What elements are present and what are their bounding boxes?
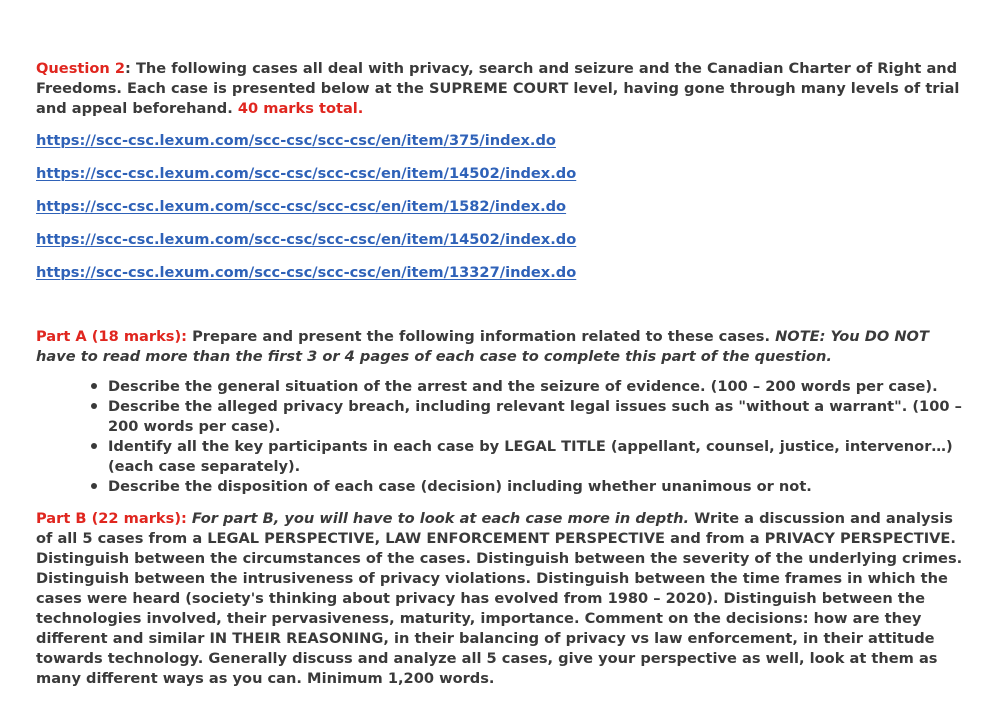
part-a-bullet-4: Describe the disposition of each case (decision) including whether unanimous or not.	[108, 477, 966, 497]
case-link-2[interactable]: https://scc-csc.lexum.com/scc-csc/scc-csc/en/item/14502/index.do	[36, 165, 577, 182]
part-b-label: Part B (22 marks):	[36, 510, 187, 527]
part-b-paragraph	[36, 509, 966, 689]
question-paragraph	[36, 59, 966, 119]
case-links-list	[36, 131, 966, 283]
case-link-1[interactable]: https://scc-csc.lexum.com/scc-csc/scc-csc/en/item/375/index.do	[36, 132, 556, 149]
case-link-5[interactable]: https://scc-csc.lexum.com/scc-csc/scc-csc/en/item/13327/index.do	[36, 264, 577, 281]
part-a-bullet-2: Describe the alleged privacy breach, including relevant legal issues such as "without a warrant". (100 – 200 words per case).	[108, 397, 966, 437]
part-a-bullet-list	[36, 377, 966, 497]
part-a-paragraph	[36, 327, 966, 367]
assignment-document	[36, 59, 966, 689]
question-colon: :	[125, 60, 131, 77]
question-label: Question 2	[36, 60, 126, 77]
part-a-body: Prepare and present the following information related to these cases.	[187, 328, 776, 345]
part-a-bullet-1: Describe the general situation of the arrest and the seizure of evidence. (100 – 200 words per case).	[108, 377, 966, 397]
question-body: The following cases all deal with privacy, search and seizure and the Canadian Charter of Right and Freedoms. Each case is presented below at the SUPREME COURT level, having gone through many levels of trial and appeal beforehand.	[36, 60, 960, 117]
case-link-3[interactable]: https://scc-csc.lexum.com/scc-csc/scc-csc/en/item/1582/index.do	[36, 198, 567, 215]
part-b-intro: For part B, you will have to look at each case more in depth.	[186, 510, 690, 527]
part-a-note: NOTE: You DO NOT have to read more than the first 3 or 4 pages of each case to complete this part of the question.	[36, 328, 929, 365]
case-link-4[interactable]: https://scc-csc.lexum.com/scc-csc/scc-csc/en/item/14502/index.do	[36, 231, 577, 248]
part-a-bullet-3: Identify all the key participants in each case by LEGAL TITLE (appellant, counsel, justice, intervenor…) (each case separately).	[108, 437, 966, 477]
question-marks: 40 marks total.	[237, 100, 364, 117]
part-a-label: Part A (18 marks):	[36, 328, 187, 345]
part-b-body: Write a discussion and analysis of all 5 cases from a LEGAL PERSPECTIVE, LAW ENFORCEMENT PERSPECTIVE and from a PRIVACY PERSPECTIVE. Distinguish between the circumstances of the cases. Distinguish between the severity of the underlying crimes. Distinguish between the intrusiveness of privacy violations. Distinguish between the time frames in which the cases were heard (society's thinking about privacy has evolved from 1980 – 2020). Distinguish between the technologies involved, their pervasiveness, maturity, importance. Comment on the decisions: how are they different and similar IN THEIR REASONING, in their balancing of privacy vs law enforcement, in their attitude towards technology. Generally discuss and analyze all 5 cases, give your perspective as well, look at them as many different ways as you can. Minimum 1,200 words.	[36, 510, 963, 687]
